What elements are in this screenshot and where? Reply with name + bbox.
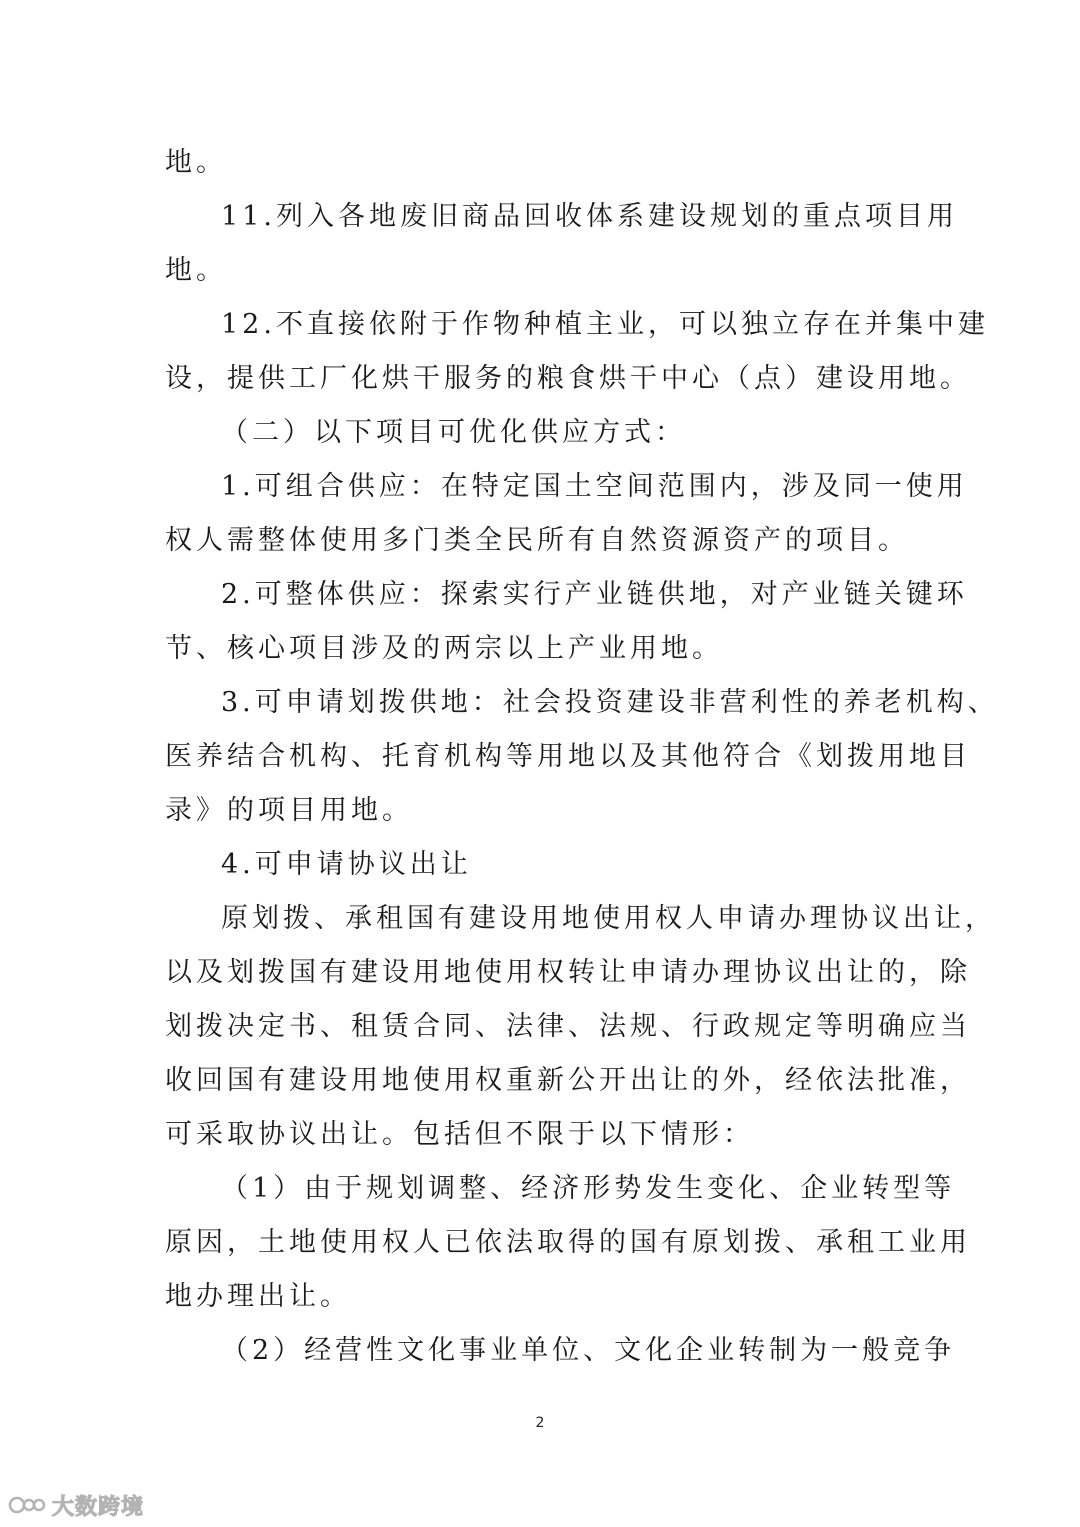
text-line: 以及划拨国有建设用地使用权转让申请办理协议出让的，除	[165, 957, 971, 988]
text-line: 1.可组合供应：在特定国土空间范围内，涉及同一使用	[221, 471, 968, 502]
text-line: 设，提供工厂化烘干服务的粮食烘干中心（点）建设用地。	[165, 363, 971, 394]
text-line: 原因，土地使用权人已依法取得的国有原划拨、承租工业用	[165, 1227, 971, 1258]
text-line: 地。	[165, 255, 227, 286]
text-line: 划拨决定书、租赁合同、法律、法规、行政规定等明确应当	[165, 1011, 971, 1042]
document-body	[165, 136, 999, 1378]
text-line: 节、核心项目涉及的两宗以上产业用地。	[165, 633, 723, 664]
text-line: 录》的项目用地。	[165, 795, 413, 826]
text-line: 权人需整体使用多门类全民所有自然资源资产的项目。	[165, 525, 909, 556]
page-number: 2	[535, 1415, 545, 1431]
brand-logo-icon	[8, 1492, 48, 1518]
text-line: 原划拨、承租国有建设用地使用权人申请办理协议出让，	[221, 903, 996, 934]
text-line: 地。	[165, 147, 227, 178]
watermark	[8, 1490, 144, 1520]
watermark-text: 大数跨境	[52, 1494, 145, 1520]
text-line: （1）由于规划调整、经济形势发生变化、企业转型等	[221, 1173, 956, 1204]
text-line: 2.可整体供应：探索实行产业链供地，对产业链关键环	[221, 579, 968, 610]
text-line: 11.列入各地废旧商品回收体系建设规划的重点项目用	[221, 201, 958, 232]
text-line: 4.可申请协议出让	[221, 849, 472, 880]
text-line: 收回国有建设用地使用权重新公开出让的外，经依法批准，	[165, 1065, 971, 1096]
text-line: 12.不直接依附于作物种植主业，可以独立存在并集中建	[221, 309, 989, 340]
text-line: （2）经营性文化事业单位、文化企业转制为一般竞争	[221, 1335, 956, 1366]
text-line: 地办理出让。	[165, 1281, 351, 1312]
text-line: 3.可申请划拨供地：社会投资建设非营利性的养老机构、	[221, 687, 999, 718]
text-line: 可采取协议出让。包括但不限于以下情形：	[165, 1119, 754, 1150]
text-line: （二）以下项目可优化供应方式：	[221, 417, 686, 448]
text-line: 医养结合机构、托育机构等用地以及其他符合《划拨用地目	[165, 741, 971, 772]
